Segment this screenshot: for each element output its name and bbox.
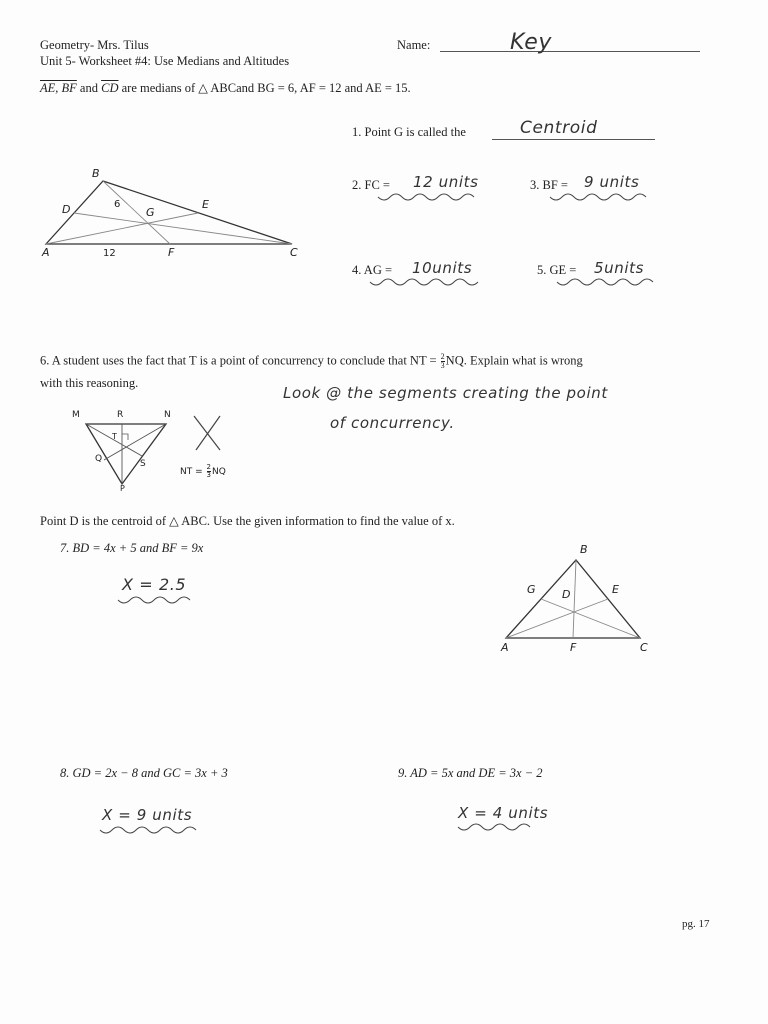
q6-answer-line2: of concurrency. bbox=[330, 414, 455, 432]
cross-mark bbox=[192, 414, 224, 452]
q6-label bbox=[40, 353, 583, 370]
fig2-frac-num: 2 bbox=[206, 463, 211, 471]
intro-segments: AE, BF bbox=[40, 81, 77, 95]
fig1-label-c: C bbox=[290, 246, 298, 259]
q5-label: 5. GE = bbox=[537, 263, 577, 277]
q4-squiggle bbox=[370, 279, 485, 287]
fig2-label-r: R bbox=[117, 410, 124, 420]
fig1-label-6: 6 bbox=[114, 199, 121, 210]
fig3-label-e: E bbox=[612, 583, 619, 596]
q9-label: 9. AD = 5x and DE = 3x − 2 bbox=[398, 766, 543, 780]
fig3-label-c: C bbox=[640, 641, 648, 654]
fig1-label-e: E bbox=[202, 198, 209, 211]
q8-squiggle bbox=[100, 827, 205, 835]
q4-label: 4. AG = bbox=[352, 263, 393, 277]
name-label: Name: bbox=[397, 38, 431, 52]
q2-label: 2. FC = bbox=[352, 178, 390, 192]
intro-text bbox=[40, 81, 411, 95]
q8-answer: X = 9 units bbox=[102, 806, 193, 824]
q6-answer-line1: Look @ the segments creating the point bbox=[283, 384, 608, 402]
q3-squiggle bbox=[550, 194, 650, 202]
name-line bbox=[440, 51, 700, 52]
q1-label: 1. Point G is called the bbox=[352, 125, 466, 139]
q9-squiggle bbox=[458, 824, 538, 832]
q6-frac-num: 2 bbox=[440, 352, 445, 361]
fig3-label-d: D bbox=[562, 588, 571, 601]
q6-fraction bbox=[441, 353, 445, 370]
fig3-label-a: A bbox=[501, 641, 509, 654]
fig2-eq-a: NT = bbox=[180, 467, 203, 477]
q7-label: 7. BD = 4x + 5 and BF = 9x bbox=[60, 541, 204, 555]
fig3-label-b: B bbox=[580, 543, 588, 556]
name-value: Key bbox=[510, 30, 552, 55]
fig2-eq-b: NQ bbox=[211, 467, 226, 477]
fig2-label-s: S bbox=[140, 459, 146, 469]
q8-label: 8. GD = 2x − 8 and GC = 3x + 3 bbox=[60, 766, 228, 780]
q6-frac-den: 3 bbox=[440, 361, 445, 370]
fig2-label-q: Q bbox=[95, 454, 103, 464]
unit-title: Unit 5- Worksheet #4: Use Medians and Altitudes bbox=[40, 54, 290, 68]
fig2-label-m: M bbox=[72, 410, 80, 420]
q3-answer: 9 units bbox=[584, 173, 640, 191]
q2-squiggle bbox=[378, 194, 483, 202]
fig2-frac-den: 3 bbox=[206, 471, 211, 479]
fig2-label-p: P bbox=[120, 484, 125, 493]
page-number: pg. 17 bbox=[682, 918, 710, 930]
q5-squiggle bbox=[557, 279, 662, 287]
q5-answer: 5units bbox=[594, 259, 645, 277]
q2-answer: 12 units bbox=[413, 173, 479, 191]
q7-answer: X = 2.5 bbox=[122, 575, 187, 594]
q1-answer: Centroid bbox=[520, 118, 598, 138]
fig1-label-12: 12 bbox=[103, 248, 116, 259]
fig2-equation bbox=[180, 464, 226, 479]
q6-label-a: 6. A student uses the fact that T is a point of concurrency to conclude that NT = bbox=[40, 353, 437, 368]
q4-answer: 10units bbox=[412, 259, 473, 277]
intro-and: and bbox=[76, 81, 102, 95]
q6-label-c: with this reasoning. bbox=[40, 376, 139, 390]
fig1-label-g: G bbox=[146, 206, 155, 219]
course-title: Geometry- Mrs. Tilus bbox=[40, 38, 149, 52]
fig1-label-f: F bbox=[168, 246, 175, 259]
fig1-label-a: A bbox=[42, 246, 50, 259]
section-instruction: Point D is the centroid of △ ABC. Use the given information to find the value of x. bbox=[40, 514, 455, 528]
fig2-fraction bbox=[207, 464, 211, 479]
fig3-label-f: F bbox=[570, 641, 577, 654]
fig1-label-d: D bbox=[62, 203, 71, 216]
intro-rest: are medians of △ ABCand BG = 6, AF = 12 and AE = 15. bbox=[118, 81, 411, 95]
fig3-label-g: G bbox=[527, 583, 536, 596]
figure3-triangle bbox=[500, 552, 648, 647]
q1-answer-line bbox=[492, 139, 655, 140]
q6-label-b: NQ. Explain what is wrong bbox=[445, 353, 583, 368]
fig1-label-b: B bbox=[92, 167, 100, 180]
intro-segment-cd: $\overline{CD}$ bbox=[101, 81, 119, 95]
fig2-label-t: T bbox=[112, 432, 117, 441]
fig2-label-n: N bbox=[164, 410, 171, 420]
q3-label: 3. BF = bbox=[530, 178, 568, 192]
q9-answer: X = 4 units bbox=[458, 804, 549, 822]
q7-squiggle bbox=[118, 597, 198, 605]
